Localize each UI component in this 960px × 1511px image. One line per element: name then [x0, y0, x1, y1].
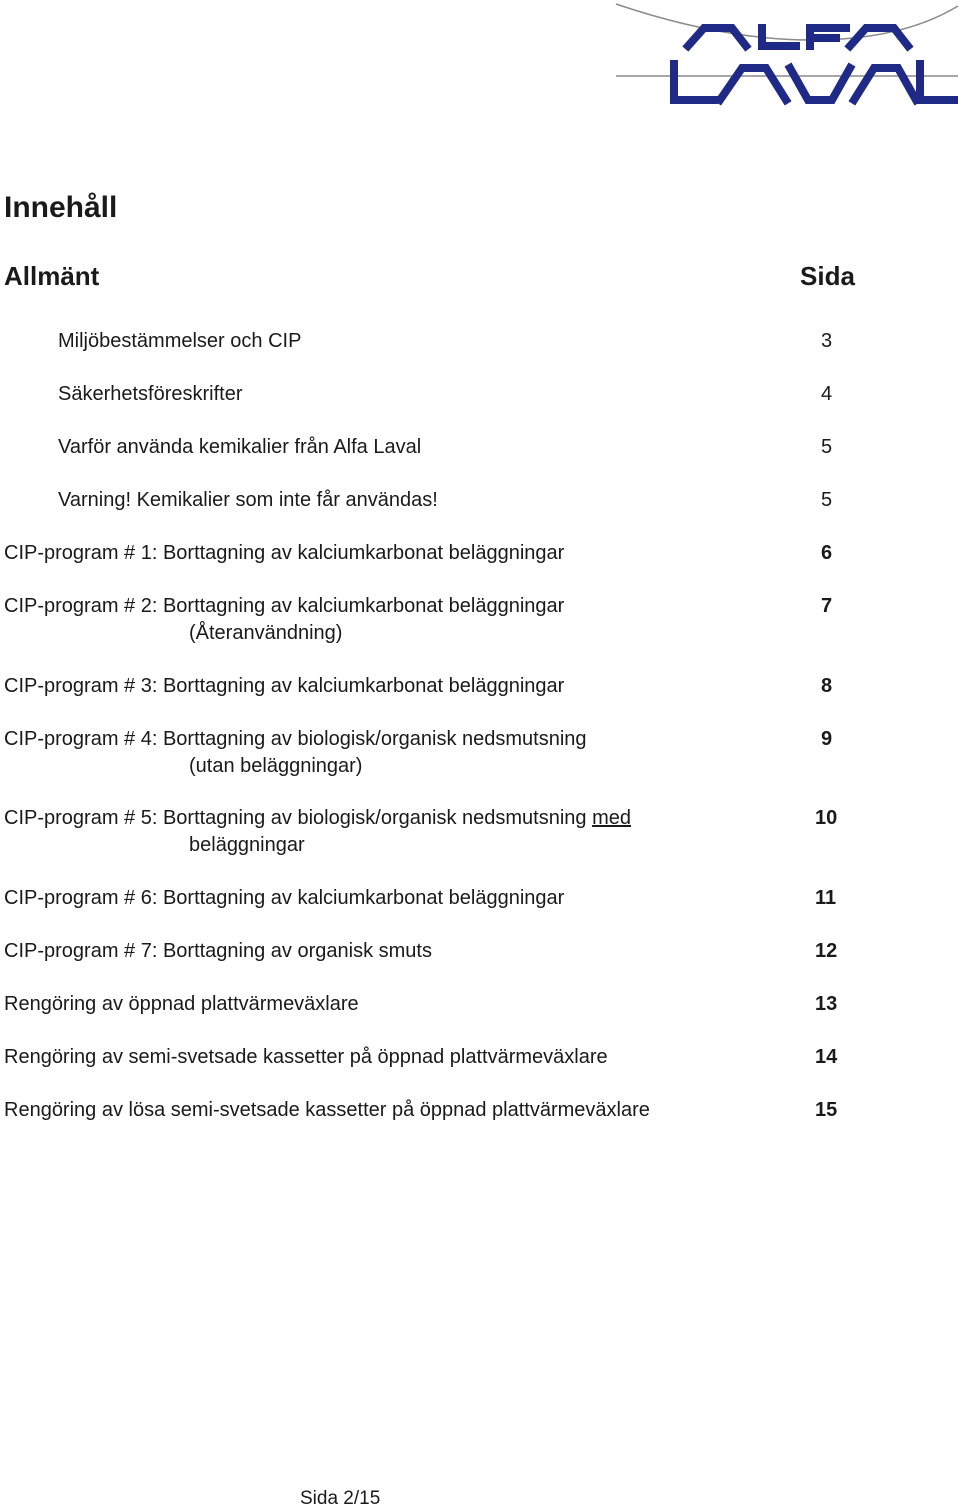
- logo-letter-a3: [720, 68, 786, 100]
- toc-entry-page: 6: [821, 542, 833, 564]
- toc-entry-text: CIP-program # 4: Borttagning av biologisk/organisk nedsmutsning: [4, 728, 587, 750]
- toc-entry-text: CIP-program # 2: Borttagning av kalciumkarbonat beläggningar: [4, 595, 565, 617]
- page-title: Innehåll: [4, 191, 118, 224]
- logo-letter-a2: [850, 28, 908, 46]
- logo-letter-a1: [688, 28, 746, 46]
- logo-letter-l2: [674, 64, 714, 100]
- toc-entry-text: Rengöring av lösa semi-svetsade kassetter på öppnad plattvärmeväxlare: [4, 1099, 650, 1121]
- toc-entry-text: Rengöring av semi-svetsade kassetter på öppnad plattvärmeväxlare: [4, 1046, 608, 1068]
- toc-entry-continuation: (Återanvändning): [189, 622, 343, 644]
- toc-entry-text: Varning! Kemikalier som inte får användas!: [58, 489, 438, 511]
- toc-entry-page: 14: [815, 1046, 838, 1068]
- toc-entry-text: Rengöring av öppnad plattvärmeväxlare: [4, 993, 359, 1015]
- toc-entry-text: Varför använda kemikalier från Alfa Laval: [58, 436, 422, 458]
- toc-entry-page: 9: [821, 728, 833, 750]
- toc-entry-page: 8: [821, 675, 833, 697]
- toc-entry-page: 12: [815, 940, 838, 962]
- toc-entry-page: 15: [815, 1099, 838, 1121]
- toc-entry-continuation: (utan beläggningar): [189, 755, 363, 777]
- toc-entry-page: 7: [821, 595, 833, 617]
- logo-letter-a4: [854, 68, 916, 100]
- logo-letter-v: [790, 68, 850, 100]
- logo-letter-l3: [920, 64, 954, 100]
- toc-entry-page: 4: [821, 383, 833, 405]
- toc-entry-page: 13: [815, 993, 838, 1015]
- alfa-laval-logo: [612, 0, 960, 110]
- toc-entry-page: 10: [815, 807, 838, 829]
- toc-entry-page: 3: [821, 330, 833, 352]
- page-column-heading: Sida: [800, 261, 855, 291]
- toc-entry-text: Miljöbestämmelser och CIP: [58, 330, 302, 352]
- logo-swoosh-line: [616, 4, 958, 40]
- toc-entry-page: 5: [821, 436, 833, 458]
- logo-letter-l1: [762, 28, 796, 46]
- page-footer: Sida 2/15: [300, 1488, 381, 1509]
- toc-entry-text: CIP-program # 1: Borttagning av kalciumkarbonat beläggningar: [4, 542, 565, 564]
- section-heading: Allmänt: [4, 261, 100, 291]
- toc-entry-text-underlined: med: [592, 807, 631, 829]
- toc-entry-text: CIP-program # 3: Borttagning av kalciumkarbonat beläggningar: [4, 675, 565, 697]
- toc-entry-page: 11: [815, 887, 837, 909]
- toc-entry-text: [4, 805, 631, 832]
- toc-entry-text: CIP-program # 7: Borttagning av organisk smuts: [4, 940, 432, 962]
- toc-entry-continuation: beläggningar: [189, 834, 305, 856]
- toc-entry-text: CIP-program # 6: Borttagning av kalciumkarbonat beläggningar: [4, 887, 565, 909]
- toc-entry-page: 5: [821, 489, 833, 511]
- logo-letter-f: [810, 28, 846, 46]
- toc-entry-text: Säkerhetsföreskrifter: [58, 383, 243, 405]
- toc-entry-text-main: CIP-program # 5: Borttagning av biologisk/organisk nedsmutsning: [4, 807, 587, 829]
